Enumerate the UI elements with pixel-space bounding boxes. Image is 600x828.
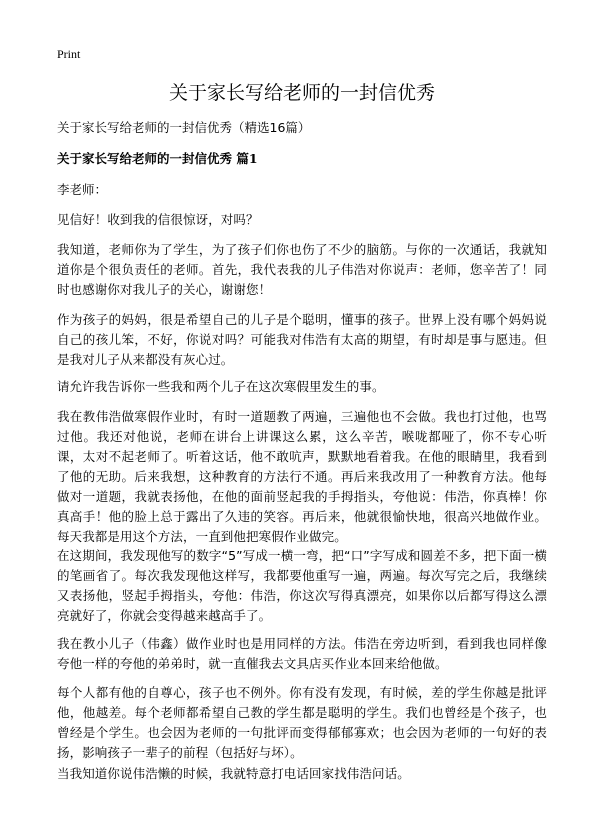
paragraph-7: 我在教小儿子（伟鑫）做作业时也是用同样的方法。伟浩在旁边听到，看到我也同样像夸他一样的夸他的弟弟时，就一直催我去文具店买作业本回来给他做。 bbox=[57, 636, 547, 671]
paragraph-6: 在这期间，我发现他写的数字“5”写成一横一弯，把“口”字写成和圆差不多，把下面一横的笔画省了。每次我发现他这样写，我都要他重写一遍，两遍。每次写完之后，我继续又表扬他，竖起手拇指头，夸他：伟浩，你这次写得真漂亮，如果你以后都写得这么漂亮就好了，你就会变得越来越高手了。 bbox=[57, 548, 547, 623]
document-title: 关于家长写给老师的一封信优秀 bbox=[168, 82, 435, 104]
section-heading: 关于家长写给老师的一封信优秀 篇1 bbox=[57, 151, 258, 166]
paragraph-3: 作为孩子的妈妈，很是希望自己的儿子是个聪明，懂事的孩子。世界上没有哪个妈妈说自己的孩儿笨，不好，你说对吗？可能我对伟浩有太高的期望，有时却是事与愿违。但是我对儿子从来都没有灰心过。 bbox=[57, 312, 547, 367]
paragraph-5: 我在教伟浩做寒假作业时，有时一道题教了两遍，三遍他也不会做。我也打过他，也骂过他。我还对他说，老师在讲台上讲课这么累，这么辛苦，喉咙都哑了，你不专心听课，太对不起老师了。听着这话，他不敢吭声，默默地看着我。在他的眼睛里，我看到了他的无助。后来我想，这种教育的方法行不通。再后来我改用了一种教育方法。他每做对一道题，我就表扬他，在他的面前竖起我的手拇指头，夸他说：伟浩，你真棒！你真高手！他的脸上总于露出了久违的笑容。再后来，他就很愉快地，很高兴地做作业。每天我都是用这个方法，一直到他把寒假作业做完。 bbox=[57, 409, 547, 544]
paragraph-8: 每个人都有他的自尊心，孩子也不例外。你有没有发现，有时候，差的学生你越是批评他，他越差。每个老师都希望自己教的学生都是聪明的学生。我们也曾经是个孩子，也曾经是个学生。也会因为老师的一句批评而变得郁郁寡欢；也会因为老师的一句好的表扬，影响孩子一辈子的前程（包括好与坏）。 bbox=[57, 685, 547, 760]
paragraph-4: 请允许我告诉你一些我和两个儿子在这次寒假里发生的事。 bbox=[57, 379, 385, 394]
paragraph-9: 当我知道你说伟浩懒的时候，我就特意打电话回家找伟浩问话。 bbox=[57, 766, 410, 781]
paragraph-1: 见信好！收到我的信很惊讶，对吗？ bbox=[57, 212, 259, 227]
print-label: Print bbox=[57, 47, 81, 61]
paragraph-2: 我知道，老师你为了学生，为了孩子们你也伤了不少的脑筋。与你的一次通话，我就知道你是个很负责任的老师。首先，我代表我的儿子伟浩对你说声：老师，您辛苦了！同时也感谢你对我儿子的关心，谢谢您！ bbox=[57, 242, 547, 297]
document-subtitle: 关于家长写给老师的一封信优秀（精选16篇） bbox=[57, 120, 311, 135]
letter-salutation: 李老师： bbox=[57, 182, 108, 197]
